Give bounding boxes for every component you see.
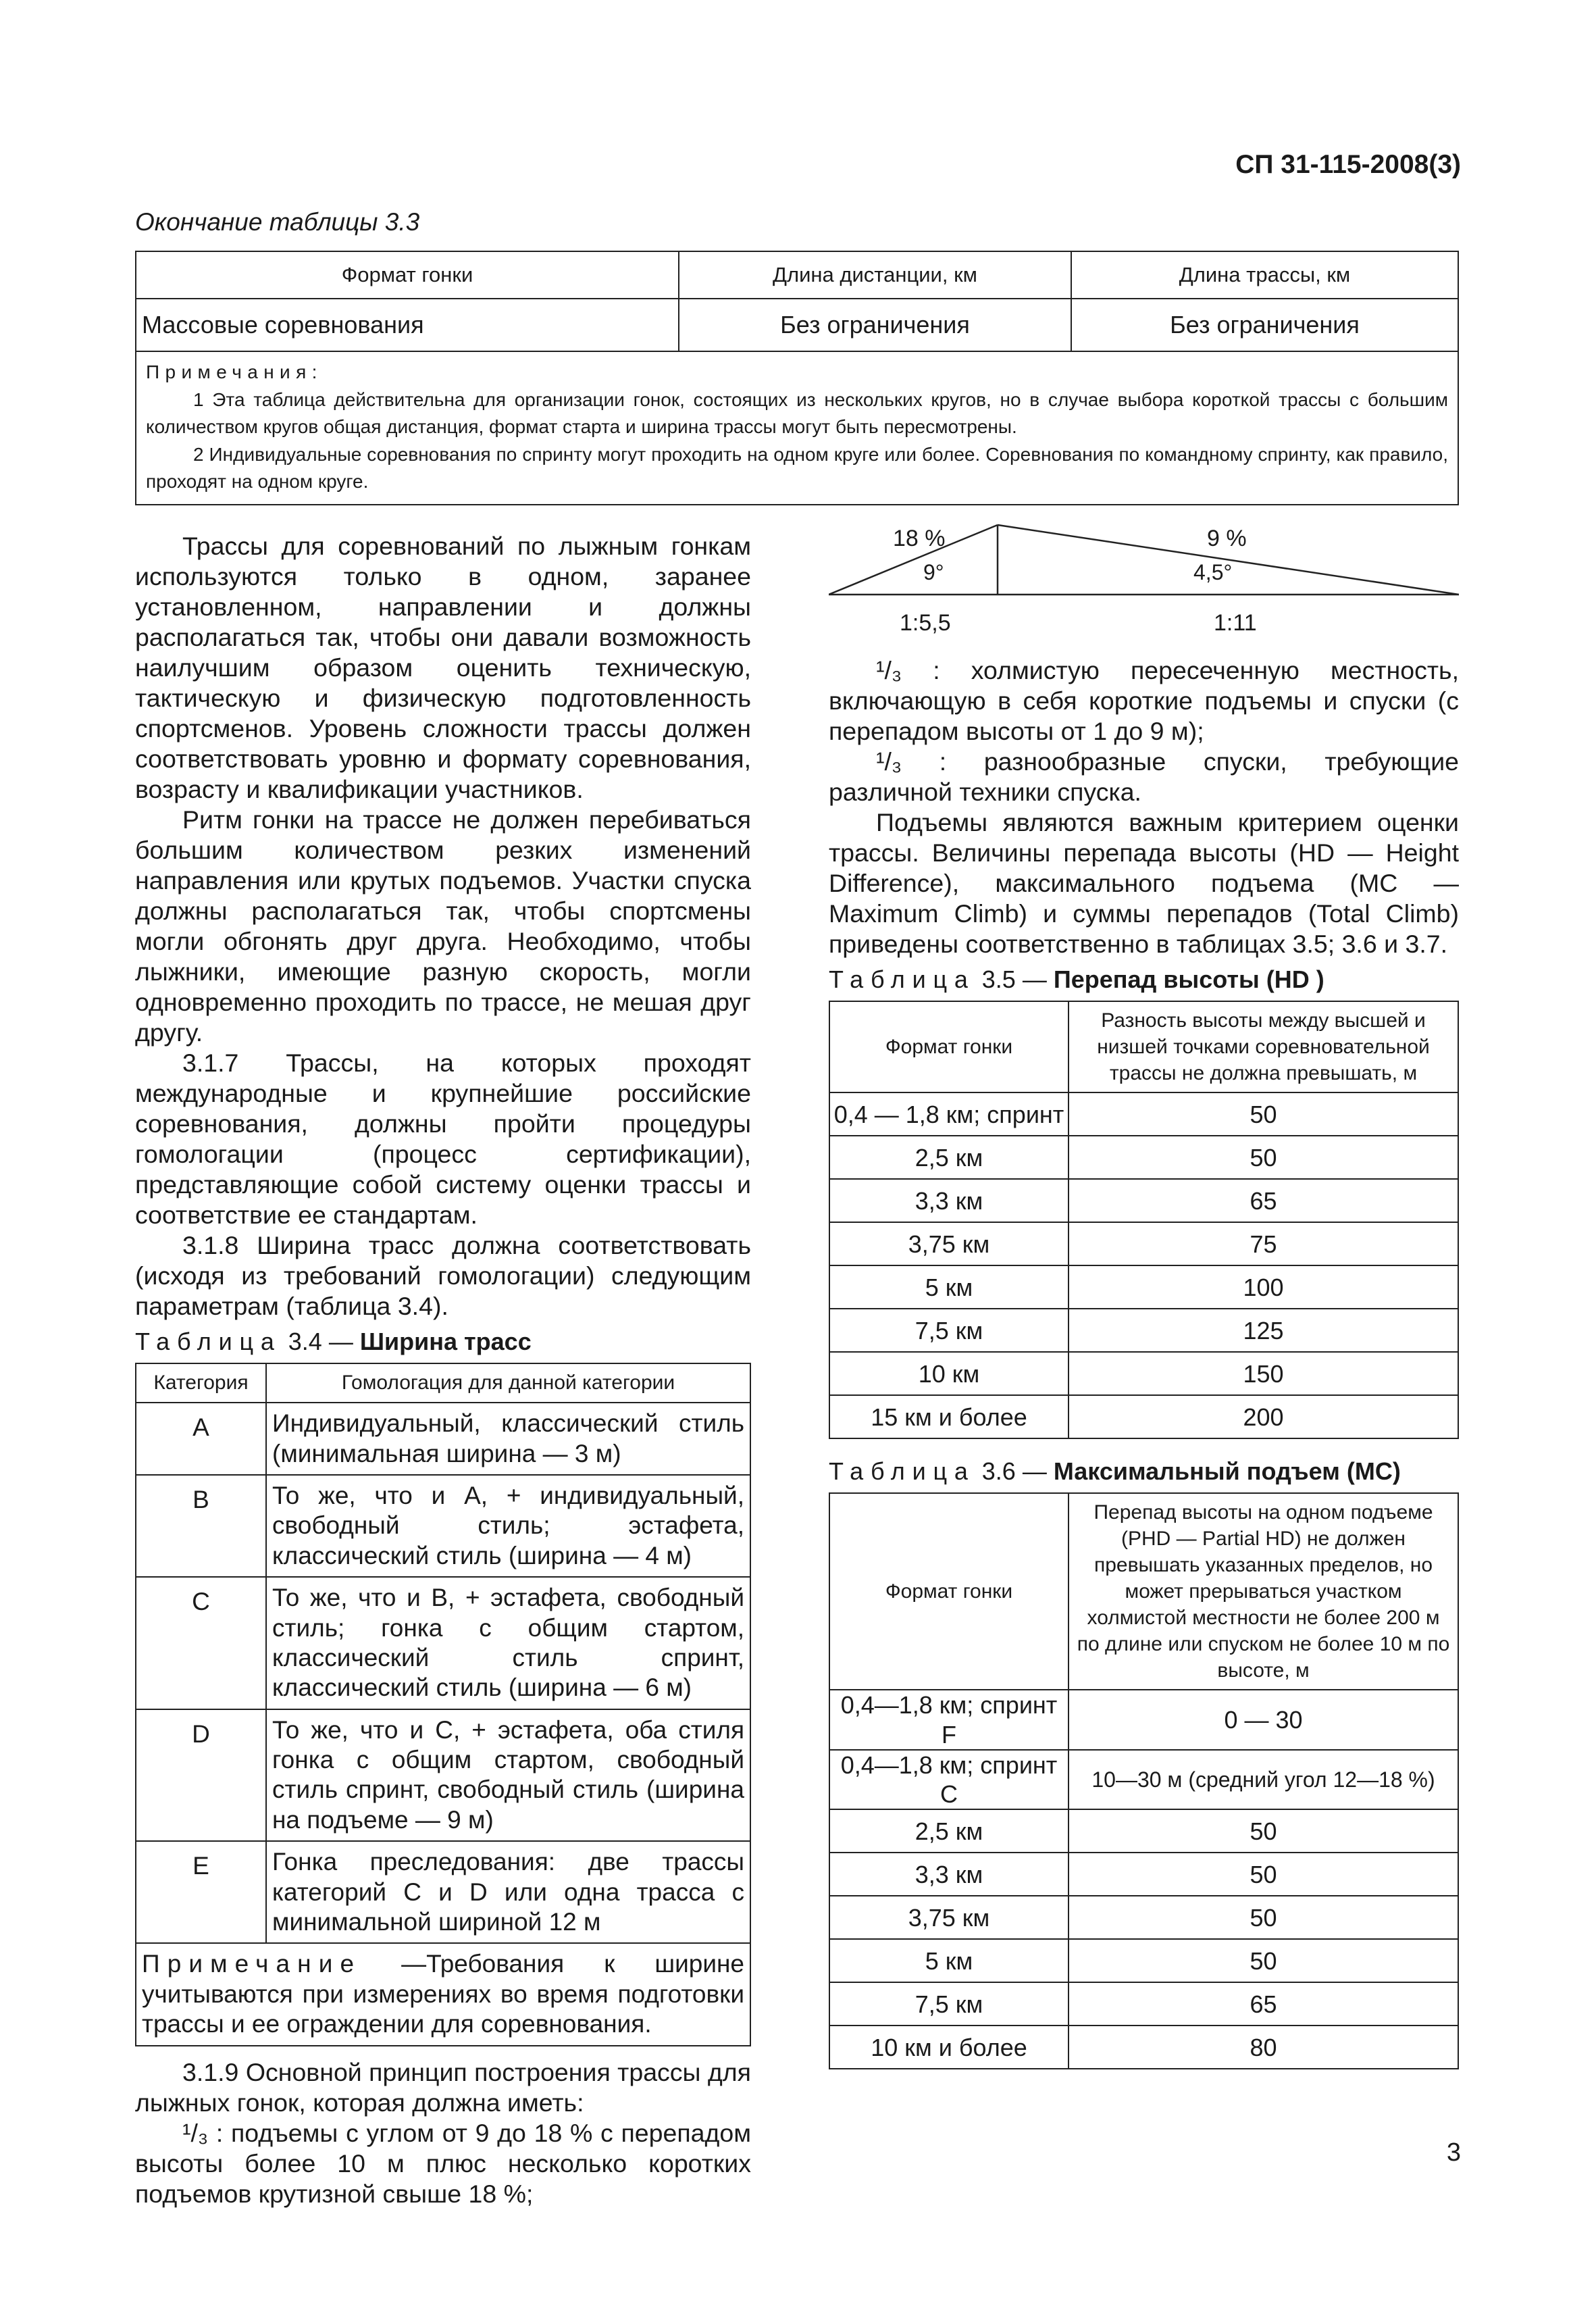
note-label: Примечание [142,1950,362,1978]
value-cell: 75 [1069,1222,1458,1265]
column-header: Разность высоты между высшей и низшей точками соревновательной трассы не должна превышать, м [1069,1001,1458,1092]
format-cell: 3,75 км [829,1896,1069,1939]
right-slope-ratio: 1:11 [1214,610,1257,636]
right-column [829,655,1459,2069]
table-continuation-caption: Окончание таблицы 3.3 [135,208,420,236]
caption-prefix: Таблица [829,965,975,993]
table-row [136,1403,750,1475]
paragraph: ¹/₃ : холмистую пересеченную местность, включающую в себя короткие подъемы и спуски (с перепадом высоты от 1 до 9 м); [829,656,1459,745]
table-cell: Массовые соревнования [136,299,679,351]
table-row [829,1690,1458,1749]
value-cell: 200 [1069,1395,1458,1438]
format-cell: 7,5 км [829,1982,1069,2026]
paragraph: ¹/₃ : подъемы с углом от 9 до 18 % с перепадом высоты более 10 м плюс несколько коротких подъемов крутизной свыше 18 %; [135,2118,751,2208]
paragraph: Ритм гонки на трассе не должен перебиваться большим количеством резких изменений направления или крутых подъемов. Участки спуска должны располагаться так, чтобы спортсмены могли обгонять друг друга. Необходимо, чтобы лыжники, имеющие разную скорость, могли одновременно проходить по трассе, не мешая друг другу. [135,805,751,1047]
value-cell: 50 [1069,1853,1458,1896]
format-cell: 0,4—1,8 км; спринт C [829,1750,1069,1809]
column-header: Длина трассы, км [1071,251,1458,299]
homologation-cell: То же, что и A, + индивидуальный, свободный стиль; эстафета, классический стиль (ширина — 4 м) [266,1475,750,1577]
category-cell: D [136,1709,266,1842]
table-3-6 [829,1492,1459,2069]
column-header: Гомологация для данной категории [266,1363,750,1403]
category-cell: E [136,1841,266,1943]
note-2: 2 Индивидуальные соревнования по спринту могут проходить на одном круге или более. Соревнования по командному спринту, как правило, проходят на одном круге. [146,443,1448,493]
value-cell: 50 [1069,1939,1458,1982]
value-cell: 65 [1069,1179,1458,1222]
format-cell: 3,3 км [829,1179,1069,1222]
table-row [136,1577,750,1709]
homologation-cell: То же, что и B, + эстафета, свободный стиль; гонка с общим стартом, классический стиль спринт, классический стиль (ширина — 6 м) [266,1577,750,1709]
right-slope-angle: 4,5° [1193,560,1233,584]
table-3-3 [135,251,1459,505]
column-header: Формат гонки [829,1001,1069,1092]
table-note [136,1943,750,2045]
value-cell: 10—30 м (средний угол 12—18 %) [1069,1750,1458,1809]
format-cell: 3,3 км [829,1853,1069,1896]
table-row [829,2026,1458,2069]
format-cell: 0,4—1,8 км; спринт F [829,1690,1069,1749]
left-column [135,531,751,2209]
table-row [829,1309,1458,1352]
format-cell: 2,5 км [829,1809,1069,1853]
format-cell: 7,5 км [829,1309,1069,1352]
table-row [829,1395,1458,1438]
format-cell: 10 км и более [829,2026,1069,2069]
table-header-row [829,1001,1458,1092]
table-row [829,1853,1458,1896]
left-slope-ratio: 1:5,5 [900,610,951,636]
table-row [136,1841,750,1943]
paragraph: Подъемы являются важным критерием оценки трассы. Величины перепада высоты (HD — Height Difference), максимального подъема (MC — Maximum Climb) и суммы перепадов (Total Climb) приведены соответственно в таблицах 3.5; 3.6 и 3.7. [829,808,1459,958]
value-cell: 150 [1069,1352,1458,1395]
column-header: Формат гонки [829,1493,1069,1690]
table-3-4-caption [135,1327,751,1356]
format-cell: 5 км [829,1939,1069,1982]
homologation-cell: То же, что и C, + эстафета, оба стиля гонка с общим стартом, свободный стиль спринт, свободный стиль (ширина на подъеме — 9 м) [266,1709,750,1842]
caption-title: Максимальный подъем (MC) [1053,1457,1401,1486]
note-text: —Требования к ширине учитываются при измерениях во время подготовки трассы и ее ограждении для соревнования. [142,1950,744,2038]
table-row [829,1352,1458,1395]
value-cell: 80 [1069,2026,1458,2069]
table-row [829,1750,1458,1809]
table-row [829,1982,1458,2026]
format-cell: 3,75 км [829,1222,1069,1265]
table-header-row [136,1363,750,1403]
table-3-5-caption [829,965,1459,994]
table-row [829,1809,1458,1853]
left-slope-angle: 9° [923,560,944,584]
table-cell: Без ограничения [679,299,1071,351]
column-header: Длина дистанции, км [679,251,1071,299]
value-cell: 50 [1069,1092,1458,1136]
format-cell: 2,5 км [829,1136,1069,1179]
format-cell: 15 км и более [829,1395,1069,1438]
caption-number: 3.6 — [981,1457,1047,1486]
paragraph: ¹/₃ : разнообразные спуски, требующие различной техники спуска. [829,747,1459,806]
category-cell: B [136,1475,266,1577]
table-3-4 [135,1363,751,2046]
column-header: Категория [136,1363,266,1403]
caption-title: Ширина трасс [359,1328,532,1355]
format-cell: 0,4 — 1,8 км; спринт [829,1092,1069,1136]
table-3-5 [829,1001,1459,1439]
homologation-cell: Индивидуальный, классический стиль (минимальная ширина — 3 м) [266,1403,750,1475]
value-cell: 65 [1069,1982,1458,2026]
table-row [829,1092,1458,1136]
category-cell: C [136,1577,266,1709]
table-note-row [136,1943,750,2045]
column-header: Формат гонки [136,251,679,299]
table-header-row [136,251,1458,299]
page-number: 3 [1446,2138,1461,2167]
homologation-cell: Гонка преследования: две трассы категорий C и D или одна трасса с минимальной шириной 12 м [266,1841,750,1943]
paragraph: 3.1.9 Основной принцип построения трассы для лыжных гонок, которая должна иметь: [135,2057,751,2117]
left-slope-percent: 18 % [893,526,946,551]
caption-title: Перепад высоты (HD ) [1053,965,1324,993]
table-row [136,1475,750,1577]
table-notes [136,351,1458,505]
value-cell: 0 — 30 [1069,1690,1458,1749]
value-cell: 50 [1069,1809,1458,1853]
table-cell: Без ограничения [1071,299,1458,351]
value-cell: 100 [1069,1265,1458,1309]
table-notes-row [136,351,1458,505]
right-slope-percent: 9 % [1207,526,1247,551]
value-cell: 125 [1069,1309,1458,1352]
table-row [829,1179,1458,1222]
table-row [829,1222,1458,1265]
value-cell: 50 [1069,1136,1458,1179]
notes-title: Примечания: [146,361,323,382]
slope-diagram [829,520,1459,655]
paragraph: Трассы для соревнований по лыжным гонкам используются только в одном, заранее установленном, направлении и должны располагаться так, чтобы они давали возможность наилучшим образом оценить техническую, тактическую и физическую подготовленность спортсменов. Уровень сложности трассы должен соответствовать уровню и формату соревнования, возрасту и квалификации участников. [135,532,751,803]
format-cell: 5 км [829,1265,1069,1309]
paragraph: 3.1.7 Трассы, на которых проходят международные и крупнейшие российские соревнования, должны пройти процедуры гомологации (процесс сертификации), представляющие собой систему оценки трассы и соответствие ее стандартам. [135,1049,751,1229]
table-row [829,1265,1458,1309]
value-cell: 50 [1069,1896,1458,1939]
table-row [829,1939,1458,1982]
paragraph: 3.1.8 Ширина трасс должна соответствовать (исходя из требований гомологации) следующим параметрам (таблица 3.4). [135,1231,751,1320]
column-header: Перепад высоты на одном подъеме (PHD — Partial HD) не должен превышать указанных пределов, но может прерываться участком холмистой местности не более 200 м по длине или спуском не более 10 м по высоте, м [1069,1493,1458,1690]
table-row [829,1896,1458,1939]
table-row [136,1709,750,1842]
category-cell: A [136,1403,266,1475]
table-row [829,1136,1458,1179]
format-cell: 10 км [829,1352,1069,1395]
table-header-row [829,1493,1458,1690]
table-row [136,299,1458,351]
caption-number: 3.4 — [288,1328,353,1355]
note-1: 1 Эта таблица действительна для организации гонок, состоящих из нескольких кругов, но в случае выбора короткой трассы с большим количеством кругов общая дистанция, формат старта и ширина трассы могут быть пересмотрены. [146,388,1448,438]
document-code: СП 31-115-2008(3) [1235,150,1461,179]
table-3-6-caption [829,1457,1459,1486]
caption-prefix: Таблица [135,1328,282,1355]
caption-prefix: Таблица [829,1457,975,1486]
caption-number: 3.5 — [981,965,1047,993]
